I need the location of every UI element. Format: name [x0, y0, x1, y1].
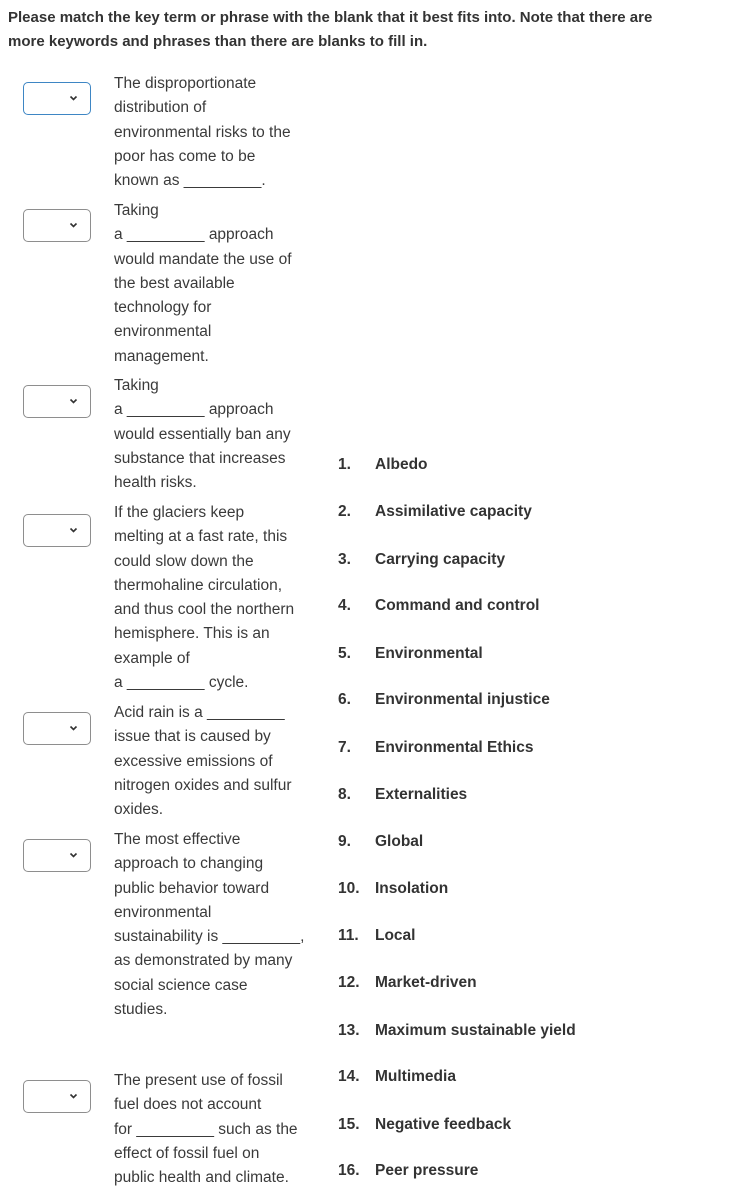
question-text-2: [114, 199, 319, 369]
term-item: [338, 1065, 738, 1089]
term-item: [338, 924, 738, 948]
question-line: excessive emissions of: [114, 752, 273, 770]
term-label: Command and control: [375, 597, 540, 614]
question-line: effect of fossil fuel on: [114, 1144, 260, 1162]
chevron-down-icon: [68, 723, 79, 733]
question-line: The present use of fossil: [114, 1072, 283, 1089]
term-number: 7.: [338, 739, 351, 756]
term-label: Environmental: [375, 645, 483, 662]
answer-select-4[interactable]: [23, 514, 91, 547]
term-label: Environmental injustice: [375, 691, 550, 708]
term-number: 2.: [338, 503, 351, 520]
chevron-down-icon: [68, 220, 79, 230]
term-number: 8.: [338, 786, 351, 803]
term-number: 9.: [338, 833, 351, 850]
question-line: The most effective: [114, 831, 241, 848]
question-line: environmental risks to the: [114, 123, 291, 141]
instructions: Please match the key term or phrase with the blank that it best fits into. Note that there are more keywords and phrases than there are blanks to fill in.: [8, 9, 653, 50]
term-number: 4.: [338, 597, 351, 614]
answer-select-3[interactable]: [23, 385, 91, 418]
question-line: sustainability is _________,: [114, 928, 305, 946]
question-line: would essentially ban any: [114, 425, 291, 443]
question-line: Taking: [114, 202, 159, 219]
question-line: Acid rain is a _________: [114, 704, 285, 721]
question-line: known as _________.: [114, 172, 266, 190]
question-text-7: [114, 1069, 319, 1190]
term-label: Albedo: [375, 456, 428, 473]
question-line: melting at a fast rate, this: [114, 528, 288, 546]
question-line: fuel does not account: [114, 1096, 262, 1114]
term-item: [338, 594, 738, 618]
term-item: [338, 1019, 738, 1043]
question-text-1: [114, 72, 319, 193]
question-line: poor has come to be: [114, 147, 256, 165]
term-label: Local: [375, 927, 416, 944]
term-item: [338, 500, 738, 524]
term-label: Multimedia: [375, 1068, 456, 1085]
question-line: could slow down the: [114, 552, 254, 570]
question-line: example of: [114, 649, 190, 667]
question-line: thermohaline circulation,: [114, 576, 283, 594]
term-number: 13.: [338, 1022, 360, 1039]
question-line: a _________ approach: [114, 226, 274, 244]
answer-select-1[interactable]: [23, 82, 91, 115]
question-text-6: [114, 828, 319, 1022]
question-line: Taking: [114, 377, 159, 394]
chevron-down-icon: [68, 93, 79, 103]
term-number: 14.: [338, 1068, 360, 1085]
term-number: 5.: [338, 645, 351, 662]
question-text-4: [114, 501, 319, 695]
question-line: oxides.: [114, 801, 164, 819]
question-line: a _________ approach: [114, 401, 274, 419]
term-item: [338, 877, 738, 901]
term-label: Negative feedback: [375, 1116, 512, 1133]
question-line: environmental: [114, 323, 212, 341]
question-text-3: [114, 374, 319, 495]
term-number: 10.: [338, 880, 360, 897]
term-item: [338, 736, 738, 760]
term-item: [338, 783, 738, 807]
term-number: 11.: [338, 927, 359, 944]
chevron-down-icon: [68, 396, 79, 406]
term-number: 6.: [338, 691, 351, 708]
term-label: Global: [375, 833, 424, 850]
question-line: and thus cool the northern: [114, 601, 295, 619]
term-item: [338, 548, 738, 572]
answer-select-7[interactable]: [23, 1080, 91, 1113]
question-line: would mandate the use of: [114, 250, 292, 268]
question-text-5: [114, 701, 319, 822]
question-line: nitrogen oxides and sulfur: [114, 776, 292, 794]
question-line: technology for: [114, 299, 212, 317]
question-line: public health and climate.: [114, 1169, 289, 1187]
question-line: management.: [114, 347, 209, 365]
chevron-down-icon: [68, 525, 79, 535]
term-number: 1.: [338, 456, 351, 473]
question-line: for _________ such as the: [114, 1120, 298, 1138]
term-label: Environmental Ethics: [375, 739, 534, 756]
question-line: social science case: [114, 976, 248, 994]
term-item: [338, 1113, 738, 1137]
term-number: 3.: [338, 551, 351, 568]
question-line: public behavior toward: [114, 879, 270, 897]
term-label: Peer pressure: [375, 1162, 479, 1179]
term-item: [338, 830, 738, 854]
question-line: The disproportionate: [114, 75, 257, 92]
term-item: [338, 453, 738, 477]
question-line: If the glaciers keep: [114, 504, 245, 521]
term-label: Maximum sustainable yield: [375, 1022, 576, 1039]
term-label: Assimilative capacity: [375, 503, 532, 520]
chevron-down-icon: [68, 850, 79, 860]
question-line: as demonstrated by many: [114, 952, 293, 970]
question-line: environmental: [114, 903, 212, 921]
term-number: 15.: [338, 1116, 360, 1133]
question-line: studies.: [114, 1001, 168, 1019]
question-line: substance that increases: [114, 449, 286, 467]
term-item: [338, 642, 738, 666]
term-number: 12.: [338, 974, 360, 991]
question-line: issue that is caused by: [114, 728, 271, 746]
question-line: hemisphere. This is an: [114, 625, 270, 643]
answer-select-2[interactable]: [23, 209, 91, 242]
term-item: [338, 688, 738, 712]
term-number: 16.: [338, 1162, 360, 1179]
answer-select-5[interactable]: [23, 712, 91, 745]
question-line: a _________ cycle.: [114, 674, 249, 692]
answer-select-6[interactable]: [23, 839, 91, 872]
term-item: [338, 1159, 738, 1183]
question-line: the best available: [114, 274, 235, 292]
term-label: Externalities: [375, 786, 468, 803]
term-label: Market-driven: [375, 974, 477, 991]
term-label: Carrying capacity: [375, 551, 506, 568]
chevron-down-icon: [68, 1091, 79, 1101]
term-label: Insolation: [375, 880, 449, 897]
question-line: approach to changing: [114, 855, 264, 873]
question-line: distribution of: [114, 99, 207, 117]
question-line: health risks.: [114, 474, 197, 492]
term-item: [338, 971, 738, 995]
